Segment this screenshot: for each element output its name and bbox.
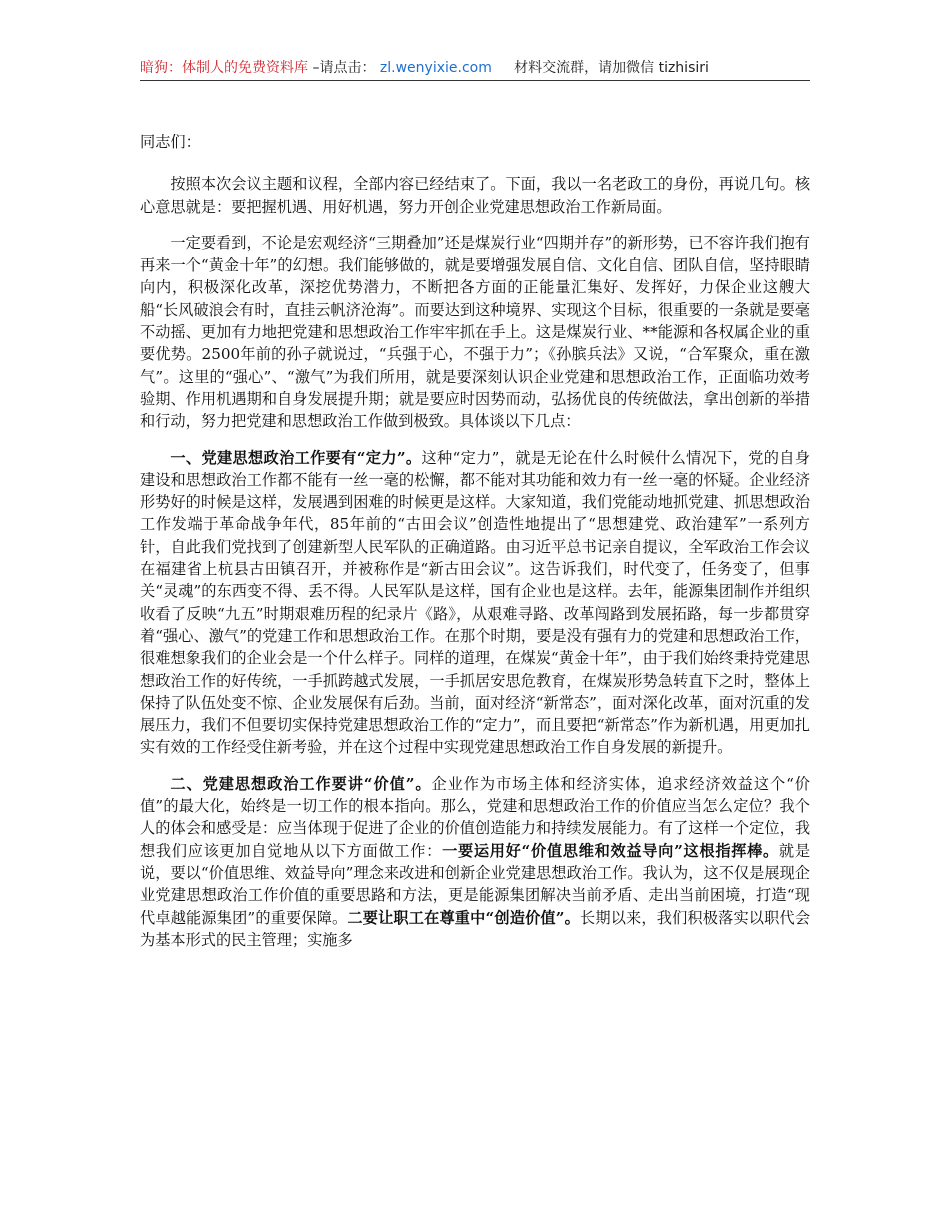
paragraph-situation: 一定要看到，不论是宏观经济“三期叠加”还是煤炭行业“四期并存”的新形势，已不容许我们抱有再来一个“黄金十年”的幻想。我们能够做的，就是要增强发展自信、文化自信、团队自信，坚持眼睛向内，积极深化改革，深挖优势潜力，不断把各方面的正能量汇集好、发挥好，力保企业这艘大船“长风破浪会有时，直挂云帆济沧海”。而要达到这种境界、实现这个目标，很重要的一条就是要毫不动摇、更加有力地把党建和思想政治工作牢牢抓在手上。这是煤炭行业、**能源和各权属企业的重要优势。2500年前的孙子就说过，“兵强于心，不强于力”；《孙膑兵法》又说，“合军聚众，重在激气”。这里的“强心”、“激气”为我们所用，就是要深刻认识企业党建和思想政治工作，正面临功效考验期、作用机遇期和自身发展提升期；就是要应时因势而动，弘扬优良的传统做法，拿出创新的举措和行动，努力把党建和思想政治工作做到极致。具体谈以下几点： [140, 233, 810, 431]
section-two-point-two: 二要让职工在尊重中“创造价值”。 [347, 908, 580, 927]
header-link[interactable]: zl.wenyixie.com [379, 60, 492, 76]
section-two-body-b: 就是说，要以“价值思维、效益导向”理念来改进和创新企业党建思想政治工作。我认为，这不仅是展现企业党建思想政治工作价值的重要思路和方法，更是能源集团解决当前矛盾、走出当前困境，打造“现代卓越能源集团”的重要保障。 [140, 841, 811, 927]
section-two-body-c: 长期以来，我们积极落实以职代会为基本形式的民主管理；实施多 [140, 908, 810, 949]
section-two-point-one: 一要运用好“价值思维和效益导向”这根指挥棒。 [442, 841, 779, 860]
paragraph-intro: 按照本次会议主题和议程，全部内容已经结束了。下面，我以一名老政工的身份，再说几句。核心意思就是：要把握机遇、用好机遇，努力开创企业党建思想政治工作新局面。 [140, 175, 810, 216]
salutation: 同志们： [140, 133, 201, 151]
section-one [140, 447, 810, 759]
header-contact: 材料交流群，请加微信 tizhisiri [514, 60, 709, 76]
document-body [140, 131, 810, 965]
section-two [140, 773, 810, 951]
header-prompt: –请点击： [312, 60, 376, 76]
section-one-body: 这种“定力”，就是无论在什么时候什么情况下，党的自身建设和思想政治工作都不能有一丝一毫的松懈，都不能对其功能和效力有一丝一毫的怀疑。企业经济形势好的时候是这样，发展遇到困难的时候更是这样。大家知道，我们党能动地抓党建、抓思想政治工作发端于革命战争年代，85年前的“古田会议”创造性地提出了“思想建党、政治建军”一系列方针，自此我们党找到了创建新型人民军队的正确道路。由习近平总书记亲自提议，全军政治工作会议在福建省上杭县古田镇召开，并被称作是“新古田会议”。这告诉我们，时代变了，任务变了，但事关“灵魂”的东西变不得、丢不得。人民军队是这样，国有企业也是这样。去年，能源集团制作并组织收看了反映“九五”时期艰难历程的纪录片《路》，从艰难寻路、改革闯路到发展拓路，每一步都贯穿着“强心、激气”的党建工作和思想政治工作。在那个时期，要是没有强有力的党建和思想政治工作，很难想象我们的企业会是一个什么样子。同样的道理，在煤炭“黄金十年”，由于我们始终秉持党建思想政治工作的好传统，一手抓跨越式发展，一手抓居安思危教育，在煤炭形势急转直下之时，整体上保持了队伍处变不惊、企业发展保有后劲。当前，面对经济“新常态”，面对深化改革，面对沉重的发展压力，我们不但要切实保持党建思想政治工作的“定力”，而且要把“新常态”作为新机遇，用更加扎实有效的工作经受住新考验，并在这个过程中实现党建思想政治工作自身发展的新提升。 [140, 448, 810, 757]
header-divider [140, 80, 810, 81]
section-two-heading: 二、党建思想政治工作要讲“价值”。 [170, 774, 432, 793]
section-two-body-a: 企业作为市场主体和经济实体，追求经济效益这个“价值”的最大化，始终是一切工作的根本指向。那么，党建和思想政治工作的价值应当怎么定位？我个人的体会和感受是：应当体现于促进了企业的价值创造能力和持续发展能力。有了这样一个定位，我想我们应该更加自觉地从以下方面做工作： [140, 774, 810, 860]
page-header [140, 57, 810, 81]
header-brand: 暗狗：体制人的免费资料库 [140, 60, 308, 76]
section-one-heading: 一、党建思想政治工作要有“定力”。 [170, 448, 422, 467]
